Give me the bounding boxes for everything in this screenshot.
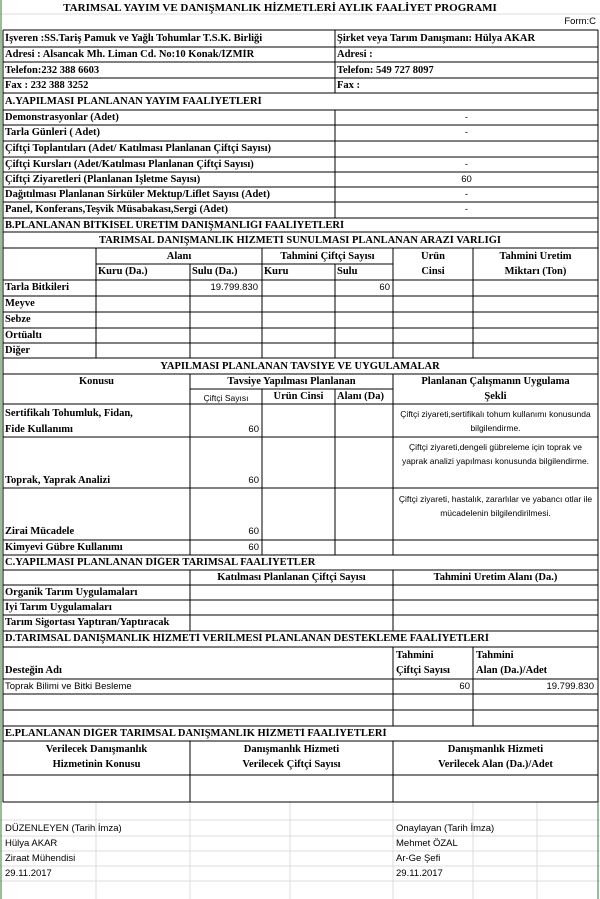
col-d-ciftci-sayisi: Çiftçi Sayısı: [396, 665, 450, 676]
col-e2-line2: Verilecek Çiftçi Sayısı: [242, 759, 341, 770]
col-alani-da: Alanı (Da): [337, 391, 384, 402]
col-ciftci-sayisi: Tahmini Çiftçi Sayısı: [280, 251, 375, 262]
section-d-row-label: Toprak Bilimi ve Bitki Besleme: [5, 681, 132, 692]
col-tahmini-uretim: Tahmini Üretim: [499, 251, 572, 262]
col-tahmini-uretim-alani: Tahmini Üretim Alanı (Da.): [433, 572, 558, 583]
section-b-row-sulu-da: 19.799.830: [210, 282, 258, 293]
col-urun: Ürün: [421, 251, 445, 262]
col-miktari: Miktarı (Ton): [504, 266, 567, 277]
section-d-row-alan: 19.799.830: [546, 681, 594, 692]
section-a-row-label: Panel, Konferans,Teşvik Müsabakası,Sergi (Adet): [5, 204, 229, 215]
col-konusu: Konusu: [78, 376, 115, 387]
sub-kuru-da: Kuru (Da.): [98, 266, 148, 277]
section-a-row-label: Demonstrasyonlar (Adet): [5, 112, 119, 123]
section-b-title: B.PLANLANAN BİTKİSEL ÜRETİM DANIŞMANLIĞI FAALİYETLERİ: [5, 220, 345, 231]
tavsiye-row-konu: Zirai Mücadele: [5, 526, 75, 537]
section-a-row-value: 60: [461, 174, 472, 185]
section-b-row-label: Sebze: [5, 314, 31, 325]
section-c-title: C.YAPILMASI PLANLANAN DİĞER TARIMSAL FAALİYETLER: [5, 557, 316, 568]
section-b-row-label: Örtüaltı: [5, 330, 42, 341]
sirket-danisman: Şirket veya Tarım Danışmanı: Hülya AKAR: [337, 33, 536, 44]
onaylayan-name: Mehmet ÖZAL: [396, 838, 458, 849]
section-b-subtitle: TARIMSAL DANIŞMANLIK HİZMETİ SUNULMASI PLANLANAN ARAZİ VARLIĞI: [99, 235, 501, 246]
col-destek-adi: Desteğin Adı: [5, 665, 62, 676]
col-sekli: Şekli: [484, 391, 507, 402]
tavsiye-row-konu: Toprak, Yaprak Analizi: [5, 475, 111, 486]
col-alani: Alanı: [166, 251, 192, 262]
isveren: İşveren :SS.Tariş Pamuk ve Yağlı Tohumlar T.S.K. Birliği: [5, 33, 263, 44]
section-c-row-label: İyi Tarım Uygulamaları: [5, 602, 112, 613]
section-d-title: D.TARIMSAL DANIŞMANLIK HİZMETİ VERİLMESİ PLANLANAN DESTEKLEME FAALİYETLERİ: [5, 633, 489, 644]
form-code: Form:C: [564, 16, 596, 27]
section-a-row-label: Çiftçi Ziyaretleri (Planlanan İşletme Sayısı): [5, 174, 201, 185]
section-a-row-value: -: [464, 159, 469, 170]
sub-kuru: Kuru: [264, 266, 289, 277]
tavsiye-title: YAPILMASI PLANLANAN TAVSİYE VE UYGULAMALAR: [160, 361, 440, 372]
col-e3-line1: Danışmanlık Hizmeti: [447, 744, 544, 755]
tavsiye-row-ciftci: 60: [248, 475, 259, 486]
tavsiye-row-sekli: Çiftçi ziyareti,dengeli gübreleme için toprak ve yaprak analizi yapılması konusunda bilgilendirme.: [401, 442, 590, 466]
sub-sulu-da: Sulu (Da.): [192, 266, 238, 277]
onaylayan-title: Ar-Ge Şefi: [396, 853, 441, 864]
onaylayan-label: Onaylayan (Tarih İmza): [396, 823, 495, 834]
telefon-right: Telefon: 549 727 8097: [337, 65, 434, 76]
section-a-row-value: -: [464, 127, 469, 138]
section-a-row-value: -: [464, 189, 469, 200]
section-a-row-value: -: [464, 204, 469, 215]
col-e1-line1: Verilecek Danışmanlık: [45, 744, 148, 755]
col-ciftci: Çiftçi Sayısı: [203, 393, 249, 403]
col-urun-cinsi: Ürün Cinsi: [273, 391, 324, 402]
telefon-left: Telefon:232 388 6603: [5, 65, 100, 76]
fax-left: Fax : 232 388 3252: [5, 80, 89, 91]
tavsiye-row-ciftci: 60: [248, 424, 259, 435]
form-title: TARIMSAL YAYIM VE DANIŞMANLIK HİZMETLERİ AYLIK FAALİYET PROGRAMI: [63, 2, 497, 14]
tavsiye-row-ciftci: 60: [248, 526, 259, 537]
adres-right: Adresi :: [337, 49, 373, 60]
col-e3-line2: Verilecek Alan (Da.)/Adet: [438, 759, 553, 770]
section-b-row-label: Meyve: [5, 298, 35, 309]
section-a-row-value: -: [464, 112, 469, 123]
duzenleyen-label: DÜZENLEYEN (Tarih İmza): [5, 823, 122, 834]
col-d-alan-adet: Alan (Da.)/Adet: [476, 665, 548, 676]
section-c-row-label: Organik Tarım Uygulamaları: [5, 587, 138, 598]
section-a-row-label: Dağıtılması Planlanan Sirküler Mektup/Liflet Sayısı (Adet): [5, 189, 270, 200]
col-cinsi: Cinsi: [421, 266, 445, 277]
duzenleyen-title: Ziraat Mühendisi: [5, 853, 76, 864]
section-e-title: E.PLANLANAN DİĞER TARIMSAL DANIŞMANLIK HİZMETİ FAALİYETLERİ: [5, 728, 387, 739]
tavsiye-row-konu: Sertifikalı Tohumluk, Fidan,: [5, 408, 133, 419]
col-d-tahmini-2: Tahmini: [476, 650, 514, 661]
col-katilmasi: Katılması Planlanan Çiftçi Sayısı: [217, 572, 366, 583]
col-planlanan: Planlanan Çalışmanın Uygulama: [421, 376, 570, 387]
tavsiye-row-konu: Kimyevi Gübre Kullanımı: [5, 542, 123, 553]
section-b-row-label: Tarla Bitkileri: [5, 282, 70, 293]
tavsiye-row-sekli: Çiftçi ziyareti,sertifikalı tohum kullanımı konusunda bilgilendirme.: [400, 409, 591, 433]
sub-sulu: Sulu: [337, 266, 358, 277]
section-b-row-sulu: 60: [379, 282, 390, 293]
section-c-row-label: Tarım Sigortası Yaptıran/Yaptıracak: [5, 617, 170, 628]
tavsiye-row-sekli: Çiftçi ziyareti, hastalık, zararlılar ve yabancı otlar ile mücadelenin bilgilendirilmesi.: [398, 494, 593, 518]
duzenleyen-name: Hülya AKAR: [5, 838, 58, 849]
section-a-title: A.YAPILMASI PLANLANAN YAYIM FAALİYETLERİ: [5, 96, 262, 107]
fax-right: Fax :: [337, 80, 361, 91]
tavsiye-row-ciftci: 60: [248, 542, 259, 553]
section-d-row-ciftci: 60: [459, 681, 470, 692]
duzenleyen-date: 29.11.2017: [5, 868, 52, 879]
section-a-row-label: Çiftçi Kursları (Adet/Katılması Planlanan Çiftçi Sayısı): [5, 159, 254, 170]
adres-left: Adresi : Alsancak Mh. Liman Cd. No:10 Konak/İZMİR: [5, 49, 255, 60]
col-e2-line1: Danışmanlık Hizmeti: [243, 744, 340, 755]
section-a-row-label: Çiftçi Toplantıları (Adet/ Katılması Planlanan Çiftçi Sayısı): [5, 143, 272, 154]
col-d-tahmini-1: Tahmini: [396, 650, 434, 661]
onaylayan-date: 29.11.2017: [396, 868, 443, 879]
section-a-row-label: Tarla Günleri ( Adet): [5, 127, 100, 138]
section-b-row-label: Diğer: [5, 345, 31, 356]
col-tavsiye: Tavsiye Yapılması Planlanan: [227, 376, 356, 387]
tavsiye-row-konu: Fide Kullanımı: [5, 424, 73, 435]
col-e1-line2: Hizmetinin Konusu: [52, 759, 141, 770]
